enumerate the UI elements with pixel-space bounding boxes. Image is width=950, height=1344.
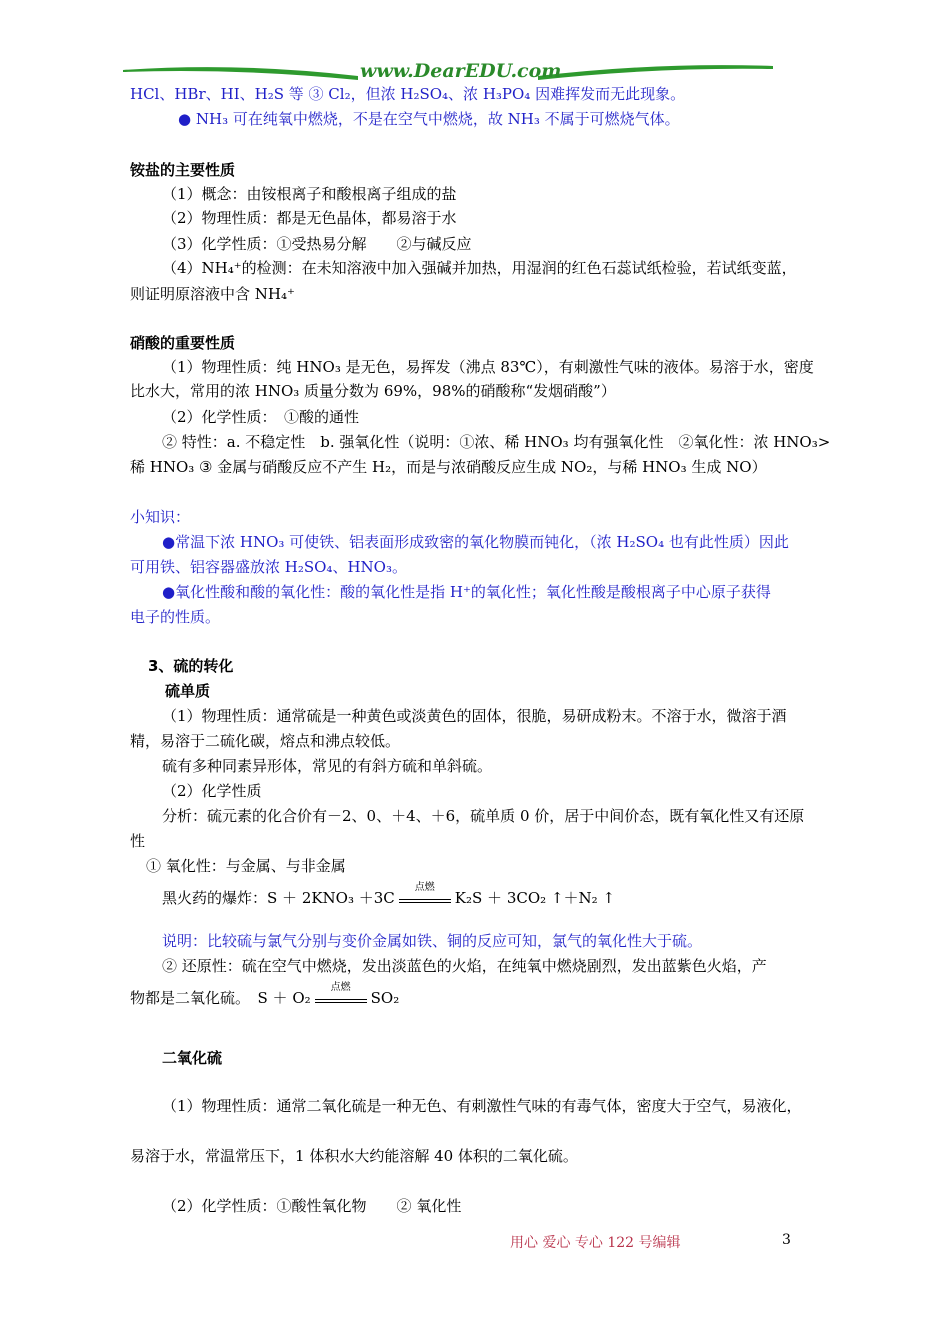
text-line: 可用铁、铝容器盛放浓 H₂SO₄、HNO₃。	[130, 558, 407, 576]
section-heading: 铵盐的主要性质	[130, 161, 236, 179]
text-line: 精，易溶于二硫化碳，熔点和沸点较低。	[130, 732, 401, 750]
equation-right: K₂S ＋ 3CO₂ ↑＋N₂ ↑	[454, 889, 615, 907]
ignition-condition	[315, 982, 367, 1003]
text-line: （3）化学性质：①受热易分解 ②与碱反应	[162, 235, 472, 253]
text-line: ① 氧化性：与金属、与非金属	[146, 857, 346, 875]
equation-left: 物都是二氧化硫。 S ＋ O₂	[130, 989, 311, 1007]
text-line: （2）化学性质：①酸性氧化物 ② 氧化性	[162, 1197, 462, 1215]
text-line: （2）物理性质：都是无色晶体，都易溶于水	[162, 209, 457, 227]
bullet-note: ●常温下浓 HNO₃ 可使铁、铝表面形成致密的氧化物膜而钝化，（浓 H₂SO₄ 也有此性质）因此	[162, 533, 789, 551]
text-line: （2）化学性质： ①酸的通性	[162, 408, 360, 426]
equation-right: SO₂	[370, 989, 400, 1007]
text-line: 电子的性质。	[130, 608, 221, 626]
text-line: 硫有多种同素异形体，常见的有斜方硫和单斜硫。	[162, 757, 493, 775]
ignition-condition	[399, 882, 451, 903]
text-line: （1）物理性质：纯 HNO₃ 是无色，易挥发（沸点 83℃），有刺激性气味的液体。易溶于水，密度	[162, 358, 814, 376]
condition-label: 点燃	[414, 882, 435, 893]
condition-label: 点燃	[330, 982, 351, 993]
bullet-note: ●氧化性酸和酸的氧化性：酸的氧化性是指 H⁺的氧化性；氧化性酸是酸根离子中心原子获得	[162, 583, 771, 601]
site-logo-text: www.DearEDU.com	[360, 60, 562, 82]
section-heading: 硝酸的重要性质	[130, 334, 236, 352]
equation-left: 黑火药的爆炸：S ＋ 2KNO₃ ＋3C	[162, 889, 395, 907]
text-line: 分析：硫元素的化合价有－2、0、＋4、＋6，硫单质 0 价，居于中间价态，既有氧化性又有还原	[162, 807, 805, 825]
equation-gunpowder	[162, 882, 615, 908]
text-line: （2）化学性质	[162, 782, 262, 800]
text-line: （1）物理性质：通常硫是一种黄色或淡黄色的固体，很脆，易研成粉末。不溶于水，微溶于酒	[162, 707, 787, 725]
text-line: （1）物理性质：通常二氧化硫是一种无色、有刺激性气味的有毒气体，密度大于空气，易液化，	[162, 1097, 802, 1115]
note-line: 说明：比较硫与氯气分别与变价金属如铁、铜的反应可知，氯气的氧化性大于硫。	[162, 932, 703, 950]
bullet-note: ● NH₃ 可在纯氧中燃烧，不是在空气中燃烧，故 NH₃ 不属于可燃烧气体。	[178, 110, 680, 128]
double-line-equals	[315, 999, 367, 1003]
text-line: 性	[130, 832, 146, 850]
text-line: 比水大，常用的浓 HNO₃ 质量分数为 69%，98%的硝酸称“发烟硝酸”）	[130, 382, 616, 400]
subsection-heading: 二氧化硫	[162, 1049, 223, 1067]
text-line: ② 特性：a. 不稳定性 b. 强氧化性（说明：①浓、稀 HNO₃ 均有强氧化性 ②氧化性：浓 HNO₃>	[162, 433, 831, 451]
footer-text: 用心 爱心 专心 122 号编辑	[510, 1235, 681, 1251]
text-line: （1）概念：由铵根离子和酸根离子组成的盐	[162, 185, 457, 203]
text-line: HCl、HBr、HI、H₂S 等 ③ Cl₂，但浓 H₂SO₄、浓 H₃PO₄ 因难挥发而无此现象。	[130, 85, 686, 103]
text-line: （4）NH₄⁺的检测：在未知溶液中加入强碱并加热，用湿润的红色石蕊试纸检验，若试纸变蓝，	[162, 259, 797, 277]
section-heading: 3、硫的转化	[148, 657, 234, 675]
text-line: ② 还原性：硫在空气中燃烧，发出淡蓝色的火焰，在纯氧中燃烧剧烈，发出蓝紫色火焰，产	[162, 957, 767, 975]
text-line: 易溶于水，常温常压下，1 体积水大约能溶解 40 体积的二氧化硫。	[130, 1147, 578, 1165]
text-line: 则证明原溶液中含 NH₄⁺	[130, 285, 295, 303]
double-line-equals	[399, 899, 451, 903]
subsection-heading: 硫单质	[165, 682, 211, 700]
tip-title: 小知识：	[130, 508, 191, 526]
page-number: 3	[782, 1232, 791, 1248]
text-line: 稀 HNO₃ ③ 金属与硝酸反应不产生 H₂，而是与浓硝酸反应生成 NO₂，与稀 HNO₃ 生成 NO）	[130, 458, 767, 476]
equation-sulfur-burn	[130, 982, 400, 1008]
